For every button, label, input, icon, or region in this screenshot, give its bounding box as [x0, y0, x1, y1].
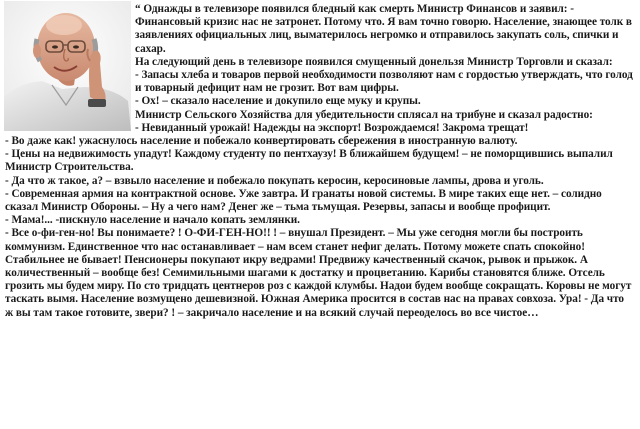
paragraph: На следующий день в телевизоре появился смущенный донельзя Министр Торговли и сказал:	[135, 55, 613, 68]
portrait-photo	[4, 1, 131, 131]
man-portrait-icon	[4, 1, 131, 131]
paragraph: - Цены на недвижимость упадут! Каждому студенту по пентхаузу! В ближайшем будущем! – не поморщившись выпалил Министр Строительства.	[5, 148, 613, 174]
paragraph: - Да что ж такое, а? – взвыло население и побежало покупать керосин, керосиновые лампы, дрова и уголь.	[5, 174, 544, 187]
paragraph: - Ох! – сказало население и докупило еще муку и крупы.	[135, 95, 421, 108]
paragraph: Министр Сельского Хозяйства для убедительности сплясал на трибуне и сказал радостно:	[135, 108, 593, 121]
paragraph: - Все о-фи-ген-но! Вы понимаете? ! О-ФИ-ГЕН-НО!! ! – внушал Президент. – Мы уже сегодня могли бы построить коммунизм. Единственное что нас останавливает – нам всем станет нефиг делать. Потому можете спать спокойно! Стабильнее не бывает! Пенсионеры покупают икру ведрами! Предвижу качественный скачок, рывок и прыжок. А количественный – вообще без! Семимильными шагами к достатку и процветанию. Карибы становятся ближе. Отсель грозить мы будем миру. По сто тридцать центнеров роз с каждой клумбы. Надои будем вообще сокращать. Коровы не могут таскать вымя. Население возмущено дешевизной. Южная Америка просится в состав нас на правах совхоза. Ура! - Да что ж вы там такое готовите, звери? ! – закричало население и на всякий случай переоделось во все чистое…	[5, 227, 632, 319]
paragraph: - Запасы хлеба и товаров первой необходимости позволяют нам с гордостью утверждать, что голод и товарный дефицит нам не грозит. Вот вам цифры.	[135, 69, 633, 95]
paragraph: “ Однажды в телевизоре появился бледный как смерть Министр Финансов и заявил: - Финансовый кризис нас не затронет. Потому что. Я вам точно говорю. Население, знающее толк в заявлениях официальных лиц, выматерилось негромко и отправилось закупать соль, спички и сахар.	[135, 3, 632, 55]
paragraph: - Во даже как! ужаснулось население и побежало конвертировать сбережения в иностранную валюту.	[5, 135, 518, 148]
paragraph: - Мама!... -пискнуло население и начало копать землянки.	[5, 214, 300, 227]
paragraph: - Невиданный урожай! Надежды на экспорт! Возрождаемся! Закрома трещат!	[135, 121, 529, 134]
paragraph: - Современная армия на контрактной основе. Уже завтра. И гранаты новой системы. В мире таких еще нет. – солидно сказал Министр Обороны. – Ну а чего нам? Денег же – тьма тьмущая. Резервы, запасы и вообще профицит.	[5, 187, 602, 214]
